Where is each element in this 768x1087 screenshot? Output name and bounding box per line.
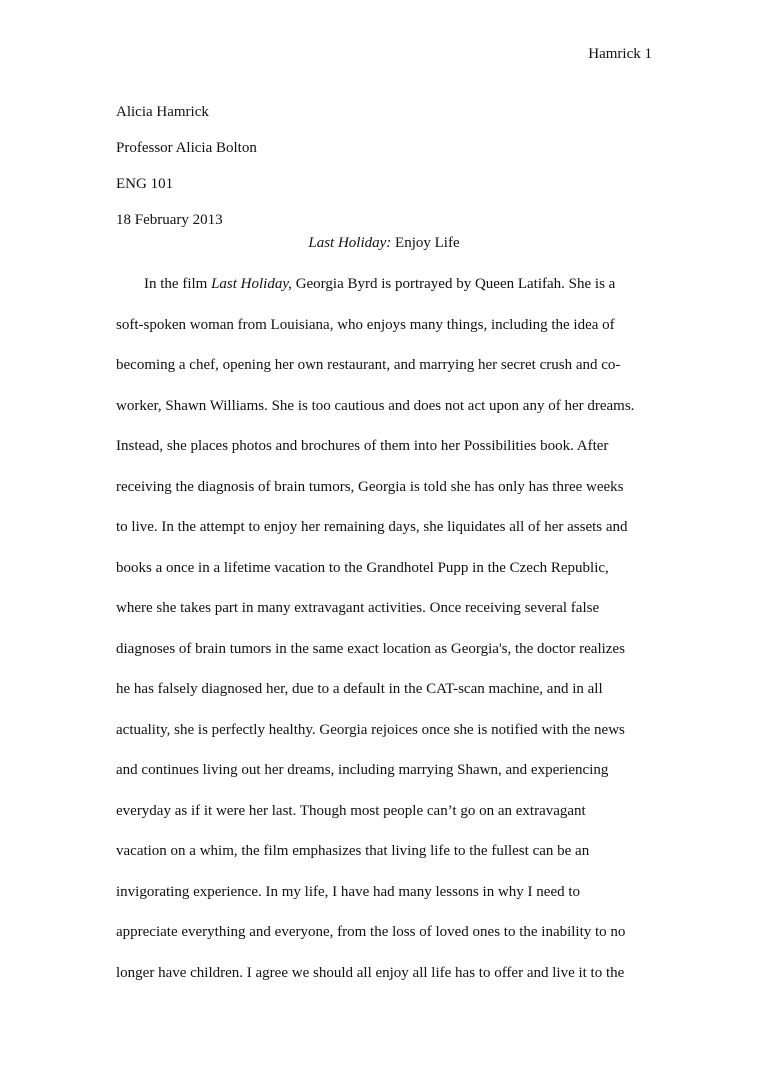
essay-title (0, 233, 768, 253)
body-line-text: In the film (144, 276, 212, 292)
running-header: Hamrick 1 (588, 46, 652, 62)
body-line: worker, Shawn Williams. She is too cautious and does not act upon any of her dreams. (116, 397, 635, 414)
body-line: invigorating experience. In my life, I have had many lessons in why I need to (116, 883, 581, 900)
body-line: receiving the diagnosis of brain tumors, Georgia is told she has only has three weeks (116, 478, 624, 495)
body-line: Instead, she places photos and brochures of them into her Possibilities book. After (116, 438, 609, 454)
course-name: ENG 101 (116, 176, 174, 192)
body-line: diagnoses of brain tumors in the same exact location as Georgia's, the doctor realizes (116, 640, 625, 657)
body-line: where she takes part in many extravagant activities. Once receiving several false (116, 600, 600, 616)
essay-date: 18 February 2013 (116, 212, 223, 228)
film-title: Last Holiday, (211, 276, 292, 292)
body-line: and continues living out her dreams, including marrying Shawn, and experiencing (116, 762, 609, 778)
body-line (116, 274, 656, 315)
mla-heading (116, 102, 257, 246)
professor-name: Professor Alicia Bolton (116, 140, 257, 156)
title-italic: Last Holiday: (308, 235, 392, 251)
body-line: everyday as if it were her last. Though most people can’t go on an extravagant (116, 802, 586, 819)
body-line: he has falsely diagnosed her, due to a default in the CAT-scan machine, and in all (116, 681, 603, 697)
body-line-text: Georgia Byrd is portrayed by Queen Latifah. She is a (291, 276, 616, 292)
author-name: Alicia Hamrick (116, 104, 209, 120)
body-line: books a once in a lifetime vacation to the Grandhotel Pupp in the Czech Republic, (116, 559, 609, 576)
title-rest: Enjoy Life (391, 235, 460, 251)
body-line: soft-spoken woman from Louisiana, who enjoys many things, including the idea of (116, 316, 615, 333)
body-line: actuality, she is perfectly healthy. Georgia rejoices once she is notified with the news (116, 721, 625, 738)
body-line: becoming a chef, opening her own restaurant, and marrying her secret crush and co- (116, 357, 621, 373)
essay-body (116, 274, 656, 1003)
body-line: appreciate everything and everyone, from the loss of loved ones to the inability to no (116, 924, 626, 940)
body-line: vacation on a whim, the film emphasizes that living life to the fullest can be an (116, 843, 590, 859)
body-line: to live. In the attempt to enjoy her remaining days, she liquidates all of her assets and (116, 519, 628, 535)
body-line: longer have children. I agree we should all enjoy all life has to offer and live it to the (116, 964, 625, 981)
